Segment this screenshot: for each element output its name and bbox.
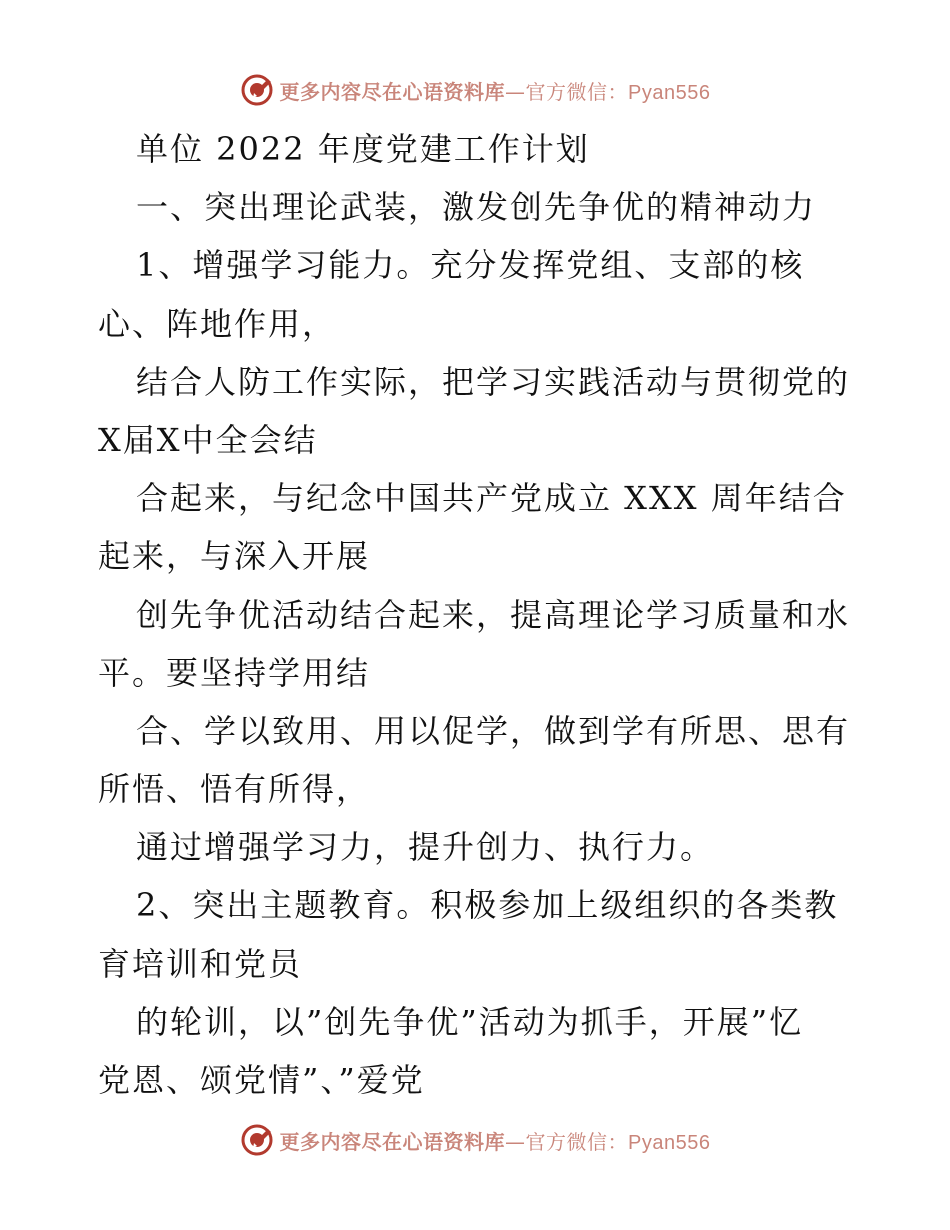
- text-line: 通过增强学习力，提升创力、执行力。: [136, 828, 715, 867]
- watermark-main: 更多内容尽在心语资料库: [279, 1129, 506, 1154]
- pen-logo-icon: [240, 1123, 274, 1157]
- watermark-separator: —: [505, 79, 526, 104]
- text-line: 起来，与深入开展: [98, 537, 371, 576]
- watermark-footer: [0, 1120, 950, 1160]
- text-line: 的轮训，以”创先争优”活动为抓手，开展”忆: [136, 1002, 804, 1041]
- text-line: 结合人防工作实际，把学习实践活动与贯彻党的: [136, 362, 851, 401]
- watermark-official: 官方微信：: [525, 79, 629, 104]
- watermark-header: [0, 70, 950, 110]
- text-line: 合起来，与纪念中国共产党成立 XXX 周年结合: [136, 479, 847, 518]
- text-line: 心、阵地作用，: [98, 304, 337, 343]
- text-line: 1、增强学习能力。充分发挥党组、支部的核: [136, 246, 805, 285]
- text-line: 平。要坚持学用结: [98, 653, 371, 692]
- text-line: 单位 2022 年度党建工作计划: [136, 130, 590, 168]
- pen-logo-icon: [240, 73, 274, 107]
- watermark-text: [280, 76, 711, 105]
- watermark-separator: —: [505, 1129, 526, 1154]
- text-line: 合、学以致用、用以促学，做到学有所思、思有: [136, 711, 851, 750]
- watermark-text: [280, 1126, 711, 1155]
- text-line: 创先争优活动结合起来，提高理论学习质量和水: [136, 595, 851, 634]
- watermark-official: 官方微信：: [525, 1129, 629, 1154]
- watermark-main: 更多内容尽在心语资料库: [279, 79, 506, 104]
- watermark-id: Pyan556: [628, 81, 711, 104]
- text-line: X届X中全会结: [98, 420, 318, 459]
- text-line: 育培训和党员: [98, 944, 303, 983]
- text-line: 一、突出理论武装，激发创先争优的精神动力: [136, 188, 817, 227]
- text-line: 所悟、悟有所得，: [98, 770, 371, 809]
- text-line: 党恩、颂党情”、”爱党: [98, 1061, 425, 1099]
- text-line: 2、突出主题教育。积极参加上级组织的各类教: [136, 886, 839, 925]
- document-body: [98, 120, 858, 1109]
- watermark-id: Pyan556: [628, 1131, 711, 1154]
